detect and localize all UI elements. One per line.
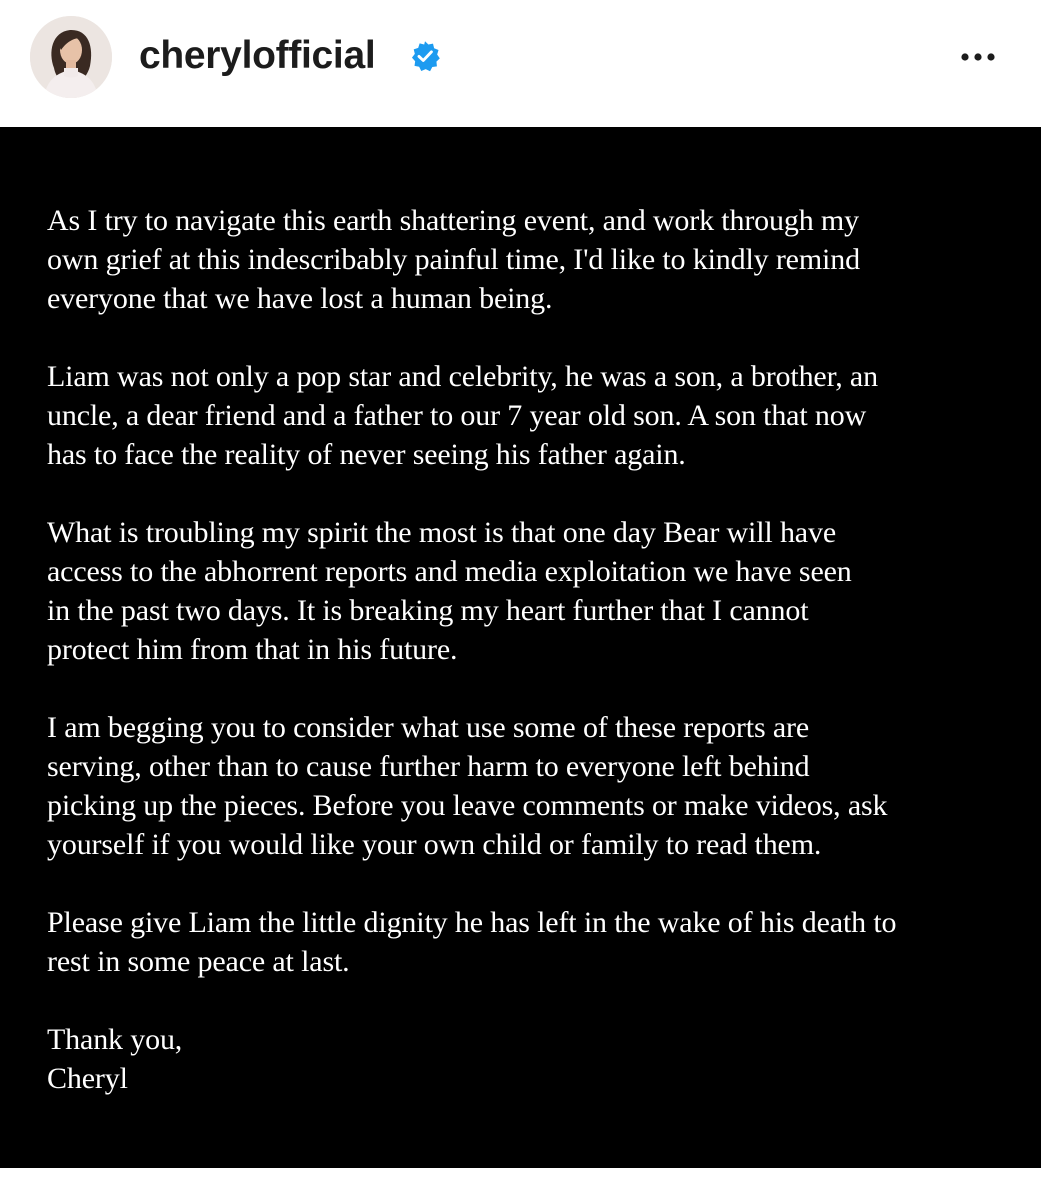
- more-options-icon[interactable]: [955, 40, 1011, 74]
- statement-paragraph: As I try to navigate this earth shattering event, and work through my own grief at this indescribably painful time, I'd like to kindly remind everyone that we have lost a human being.: [47, 204, 860, 315]
- statement-signoff: Thank you, Cheryl: [47, 1023, 183, 1095]
- username[interactable]: cherylofficial: [139, 34, 376, 77]
- post-header: [0, 0, 1041, 127]
- verified-badge-icon: [409, 40, 441, 72]
- avatar[interactable]: [30, 16, 112, 98]
- post-footer: [0, 1168, 1041, 1200]
- post-image: [0, 127, 1041, 1168]
- statement-text: [47, 201, 1007, 1098]
- avatar-photo: [30, 16, 112, 98]
- statement-paragraph: Liam was not only a pop star and celebrity, he was a son, a brother, an uncle, a dear friend and a father to our 7 year old son. A son that now has to face the reality of never seeing his father again.: [47, 360, 878, 471]
- statement-paragraph: I am begging you to consider what use some of these reports are serving, other than to cause further harm to everyone left behind picking up the pieces. Before you leave comments or make videos, ask yourself if you would like your own child or family to read them.: [47, 711, 888, 861]
- statement-paragraph: Please give Liam the little dignity he has left in the wake of his death to rest in some peace at last.: [47, 906, 897, 978]
- statement-paragraph: What is troubling my spirit the most is that one day Bear will have access to the abhorrent reports and media exploitation we have seen in the past two days. It is breaking my heart further that I cannot protect him from that in his future.: [47, 516, 852, 666]
